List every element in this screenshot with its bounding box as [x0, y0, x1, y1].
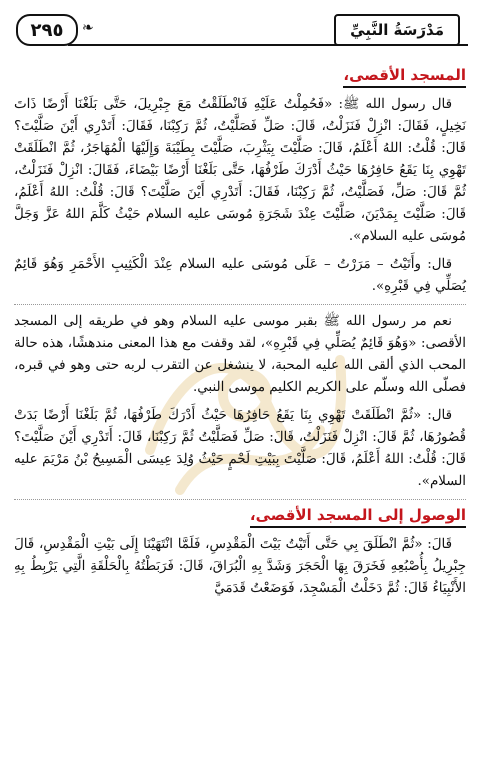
paragraph: قال رسول الله ﷺ: «فَحُمِلْتُ عَلَيْهِ فَانْطَلَقْتُ مَعَ جِبْرِيلَ، حَتَّى بَلَغْنَا أَرْضًا ذَاتَ نَخِيلٍ، فَقَالَ: انْزِلْ فَنَزَلْتُ، قَالَ: صَلِّ فَصَلَّيْتُ، ثُمَّ رَكِبْنَا، فَقَالَ: أَتَدْرِي أَيْنَ صَلَّيْتَ؟ قَالَ: قُلْتُ: اللهُ أَعْلَمُ، قَالَ: صَلَّيْتَ بِيَثْرِبَ، صَلَّيْتَ بِطَيْبَةَ وَإِلَيْهَا الْمُهَاجَرُ، ثُمَّ انْطَلَقَتْ تَهْوِي بِنَا يَقَعُ حَافِرُهَا حَيْثُ أَدْرَكَ طَرْفُهَا، حَتَّى بَلَغْنَا أَرْضًا بَيْضَاءَ، فَقَالَ: انْزِلْ فَنَزَلْتُ، ثُمَّ قَالَ: صَلِّ، فَصَلَّيْتُ، ثُمَّ رَكِبْنَا، فَقَالَ: أَتَدْرِي أَيْنَ صَلَّيْتَ؟ قَالَ: قُلْتُ: اللهُ أَعْلَمُ، قَالَ: صَلَّيْتَ بِمَدْيَنَ، صَلَّيْتَ عِنْدَ شَجَرَةِ مُوسَى عليه السلام حَيْثُ كَلَّمَ اللهُ عَزَّ وَجَلَّ مُوسَى عليه السلام». — [14, 97, 466, 244]
ornament-icon: ❧ — [82, 20, 94, 36]
paragraph: قَالَ: «ثُمَّ انْطَلَقَ بِي حَتَّى أَتَيْتُ بَيْتَ الْمَقْدِسِ، فَلَمَّا انْتَهَيْنَا إِلَى بَيْتِ الْمَقْدِسِ، قَالَ جِبْرِيلُ بِأُصْبُعِهِ فَخَرَقَ بِهَا الْحَجَرَ وَشَدَّ بِهِ الْبُرَاقَ، قَالَ: فَرَبَطْتُهُ بِالْحَلْقَةِ الَّتِي يَرْبِطُ بِهِ الأَنْبِيَاءُ قَالَ: ثُمَّ دَخَلْتُ الْمَسْجِدَ، فَوَضَعْتُ قَدَمَيَّ — [14, 537, 466, 596]
page-header — [8, 8, 472, 50]
paragraph: قال: وأَتَيْتُ – مَرَرْتُ – عَلَى مُوسَى عليه السلام عِنْدَ الْكَثِيبِ الأَحْمَرِ وَهُوَ قَائِمٌ يُصَلِّي فِي قَبْرِهِ». — [14, 254, 466, 305]
header-rule — [68, 44, 468, 46]
paragraph: قال: «ثُمَّ انْطَلَقَتْ تَهْوِي بِنَا يَقَعُ حَافِرُهَا حَيْثُ أَدْرَكَ طَرْفُهَا، ثُمَّ بَلَغْنَا أَرْضًا بَدَتْ قُصُورُهَا، ثُمَّ قَالَ: انْزِلْ فَنَزَلْتُ، قَالَ: صَلِّ فَصَلَّيْتُ ثُمَّ رَكِبْنَا، قَالَ: أَتَدْرِي أَيْنَ صَلَّيْتَ؟ قَالَ: قُلْتُ: اللهُ أَعْلَمُ، قَالَ: صَلَّيْتَ بِبَيْتِ لَحْمٍ حَيْثُ وُلِدَ عِيسَى الْمَسِيحُ بْنُ مَرْيَمَ عليه السلام». — [14, 405, 466, 500]
section-heading: المسجد الأقصى، — [14, 66, 466, 88]
section-heading: الوصول إلى المسجد الأقصى، — [14, 506, 466, 528]
book-title: مَدْرَسَةُ النَّبِيِّ — [334, 14, 460, 46]
page-number: ٢٩٥ — [16, 14, 78, 46]
page-content — [14, 62, 466, 778]
paragraph: نعم مر رسول الله ﷺ بقبر موسى عليه السلام وهو في طريقه إلى المسجد الأقصى: «وَهُوَ قَائِمٌ يُصَلِّي فِي قَبْرِهِ»، لقد وقفت مع هذا المعنى مندهشًا، هذه حالة المحب الذي ألقى الله عليه المحبة، لا ينشغل عن التقرب لربه حتى وهو في قبره، فصلّى الله وسلّم على الكريم الكليم موسى النبي. — [14, 314, 466, 395]
